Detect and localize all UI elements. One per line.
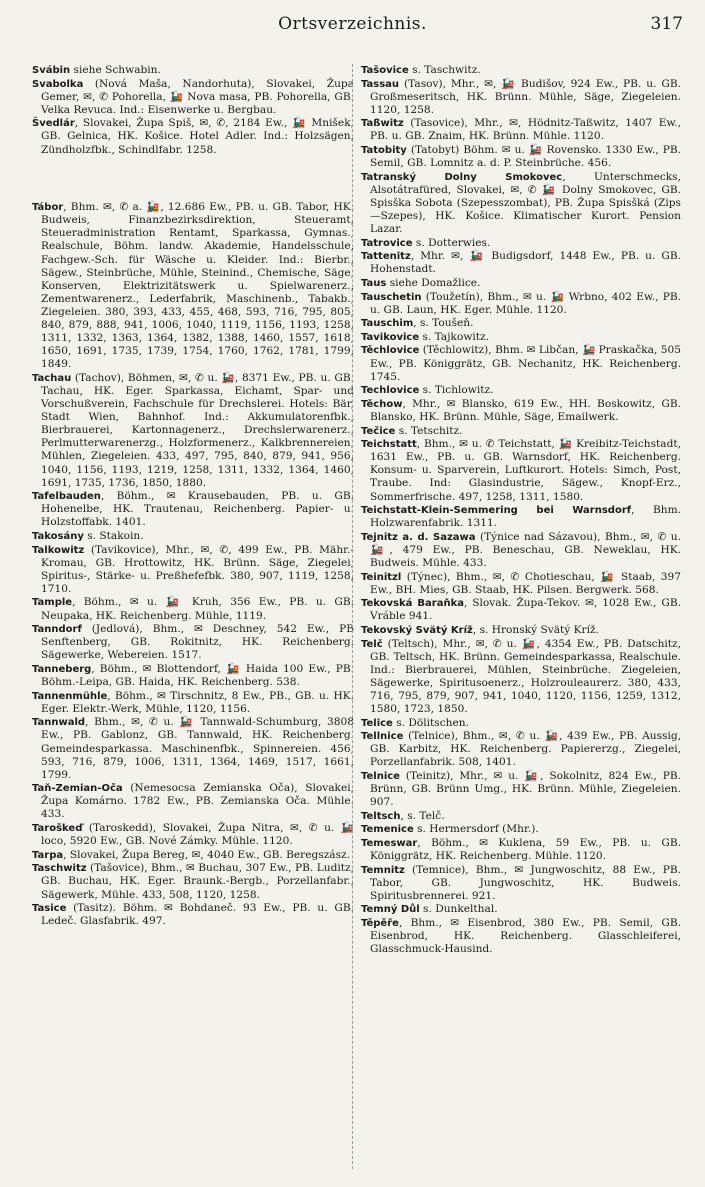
index-entry <box>32 623 354 662</box>
blank-gap <box>32 157 354 201</box>
entry-headword: Tafelbauden <box>32 491 101 503</box>
entry-headword: Telnice <box>361 770 400 782</box>
entry-headword: Tekovský Svätý Kríž <box>361 624 473 636</box>
left-column <box>32 64 354 1174</box>
entry-text: , Mhr. ✉, 🚂 Budigsdorf, 1448 Ew., PB. u. GB. Hohenstadt. <box>370 250 681 276</box>
entry-text: s. Dotterwies. <box>412 236 491 249</box>
entry-text: (Teltsch), Mhr., ✉, ✆ u. 🚂, 4354 Ew., PB. Datschitz, GB. Teltsch, HK. Brünn. Gemeindesparkassa, Realschule. Ind.: Bierbrauerei, Mühlen, Steinbrüche. Ziegeleien, Sägewerke, Spiritusoenerz., Holzrouleaurerz. 380, 433, 716, 795, 879, 907, 941, 1040, 1120, 1156, 1259, 1312, 1580, 1723, 1850. <box>370 637 681 715</box>
index-entry <box>361 810 681 823</box>
index-entry <box>32 64 354 77</box>
entry-headword: Svabolka <box>32 78 84 90</box>
entry-headword: Temnitz <box>361 864 405 876</box>
entry-text: (Tasovice), Mhr., ✉, Hödnitz-Taßwitz, 1407 Ew., PB. u. GB. Znaim, HK. Brünn. Mühle. 1120. <box>370 117 681 143</box>
entry-headword: Tattenitz <box>361 251 411 263</box>
index-entry <box>32 849 354 862</box>
page-title: Ortsverzeichnis. <box>278 14 427 34</box>
entry-text: s. Dölitschen. <box>392 716 469 729</box>
entry-text: s. Tetschitz. <box>395 424 463 437</box>
entry-headword: Tavikovice <box>361 331 420 343</box>
entry-headword: Techlovice <box>361 385 420 397</box>
index-entry <box>361 117 681 143</box>
entry-text: s. Tichlowitz. <box>419 384 494 397</box>
entry-headword: Taň-Zemian-Oča <box>32 783 123 795</box>
entry-headword: Tatrovice <box>361 237 413 249</box>
index-entry <box>32 544 354 596</box>
entry-headword: Tachau <box>32 372 72 384</box>
entry-text: (Nemesocsa Zemianska Oča), Slovakei, Župa Komárno. 1782 Ew., PB. Zemianska Oča. Mühle. 433. <box>41 782 354 821</box>
entry-text: , Böhm., ✉ Kuklena, 59 Ew., PB. u. GB. Königgrätz, HK. Reichenberg. Mühle. 1120. <box>370 836 681 863</box>
entry-headword: Tauschim <box>361 318 414 330</box>
entry-text: , s. Telč. <box>400 809 445 822</box>
entry-headword: Tassau <box>361 78 400 90</box>
entry-text: (Toužetín), Bhm., ✉ u. 🚂 Wrbno, 402 Ew., PB. u. GB. Laun, HK. Eger. Mühle. 1120. <box>370 290 681 316</box>
entry-headword: Telice <box>361 717 393 729</box>
entry-text: (Temnice), Bhm., ✉ Jungwoschitz, 88 Ew., PB. Tabor, GB. Jungwoschitz, HK. Budweis. Spiritusbrennerei. 921. <box>370 863 681 902</box>
index-entry <box>361 78 681 117</box>
entry-headword: Teichstatt <box>361 439 417 451</box>
index-entry <box>361 864 681 903</box>
index-entry <box>32 716 354 781</box>
entry-text: , Böhm., ✉ u. 🚂 Kruh, 356 Ew., PB. u. GB. Neupaka, HK. Reichenberg. Mühle, 1119. <box>41 596 354 622</box>
entry-headword: Temný Důl <box>361 904 420 916</box>
entry-text: , Böhm., ✉ Tirschnitz, 8 Ew., PB., GB. u. HK. Eger. Elektr.-Werk, Mühle, 1120, 1156. <box>41 689 354 715</box>
entry-headword: Telč <box>361 638 383 650</box>
entry-text: (Telnice), Bhm., ✉, ✆ u. 🚂, 439 Ew., PB. Aussig, GB. Karbitz, HK. Reichenberg. Papiererzg., Ziegelei, Porzellanfabrik. 508, 1401. <box>370 730 681 769</box>
entry-text: (Týnec), Bhm., ✉, ✆ Chotieschau, 🚂 Staab, 397 Ew., BH. Mies, GB. Staab, HK. Pilsen. Bergwerk. 568. <box>370 570 681 596</box>
entry-headword: Temenice <box>361 824 414 836</box>
index-entry <box>361 171 681 236</box>
entry-headword: Těchow <box>361 398 403 410</box>
index-entry <box>32 490 354 529</box>
entry-text: (Tasitz). Böhm. ✉ Bohdaneč. 93 Ew., PB. u. GB. Ledeč. Glasfabrik. 497. <box>41 902 354 928</box>
index-entry <box>361 624 681 637</box>
entry-headword: Takosány <box>32 531 84 542</box>
entry-text: s. Hermersdorf (Mhr.). <box>413 823 539 836</box>
entry-text: , Unterschmecks, Alsotátrafüred, Slovakei, ✉, ✆ 🚂 Dolny Smokovec, GB. Spisška Sobota (Szepesszombat), PB. Župa Spisšká (Zips—Szepes), HK. Košice. Klimatischer Kurort. Pension Lazar. <box>370 170 681 236</box>
index-entry <box>361 398 681 424</box>
entry-headword: Těchlovice <box>361 345 420 357</box>
entry-headword: Tanneberg <box>32 663 92 675</box>
entry-text: , Bhm., ✉, ✆ u. 🚂 Tannwald-Schumburg, 3808 Ew., PB. Gablonz, GB. Tannwald, HK. Reichenberg. Gemeindesparkassa. Maschinenfbk., Spinnereien. 456, 593, 716, 879, 1006, 1311, 1364, 1469, 1517, 1661, 1799. <box>41 716 354 781</box>
index-entry <box>361 277 681 290</box>
entry-headword: Teltsch <box>361 810 401 822</box>
entry-headword: Talkowitz <box>32 544 85 556</box>
entry-headword: Svábin <box>32 65 71 76</box>
entry-text: , s. Toušeň. <box>413 317 474 330</box>
entry-text: (Teinitz), Mhr., ✉ u. 🚂, Sokolnitz, 824 Ew., PB. Brünn, GB. Brünn Umg., HK. Brünn. Mühle, Ziegeleien. 907. <box>370 769 681 809</box>
entry-headword: Tannwald <box>32 717 86 729</box>
entry-text: s. Taschwitz. <box>408 64 481 76</box>
index-entry <box>361 531 681 570</box>
index-entry <box>361 837 681 863</box>
index-entry <box>361 250 681 276</box>
index-entry <box>32 902 354 928</box>
index-entry <box>361 571 681 597</box>
entry-headword: Švedlár <box>32 118 75 130</box>
index-entry <box>361 438 681 503</box>
index-entry <box>32 822 354 848</box>
entry-headword: Taschwitz <box>32 863 87 875</box>
index-entry <box>32 530 354 543</box>
entry-headword: Tanndorf <box>32 624 82 636</box>
entry-text: , Mhr., ✉ Blansko, 619 Ew., HH. Boskowitz, GB. Blansko, HK. Brünn. Mühle, Säge, Emailwerk. <box>370 397 681 423</box>
index-entry <box>361 317 681 330</box>
entry-text: s. Stakoin. <box>83 530 144 542</box>
entry-headword: Teichstatt-Klein-Semmering bei Warnsdorf <box>361 505 632 517</box>
entry-text: siehe Schwabin. <box>70 64 161 76</box>
entry-headword: Teinitzl <box>361 571 402 583</box>
entry-headword: Taus <box>361 278 387 289</box>
index-entry <box>32 690 354 716</box>
entry-headword: Taßwitz <box>361 118 404 130</box>
page-number: 317 <box>650 14 683 34</box>
entry-headword: Těpěře <box>361 918 399 929</box>
entry-text: , s. Hronský Svätý Kríž. <box>472 623 599 636</box>
entry-text: (Tavikovice), Mhr., ✉, ✆, 499 Ew., PB. Mähr.-Kromau, GB. Hrottowitz, HK. Brünn. Säge, Ziegelei, Spiritus-, Stärke- u. Preßhefefbk. 380, 907, 1119, 1258, 1710. <box>41 543 354 595</box>
entry-text: (Tachov), Böhmen, ✉, ✆ u. 🚂, 8371 Ew., PB. u. GB. Tachau, HK. Eger. Sparkassa, Eichamt, Spar- und Vorschußverein, Fachschule für Drechslerei. Hotels: Bär, Stadt Wien, Bahnhof. Ind.: Akkumulatorenfbk., Bierbrauerei, Kartonnagenerz., Drechslerwarenerz., Perlmutterwarenerzg., Holzformenerz., Kalkbrennereien, Mühlen, Ziegeleien. 433, 497, 795, 840, 879, 941, 956, 1040, 1156, 1193, 1219, 1258, 1311, 1332, 1364, 1460, 1691, 1735, 1736, 1850, 1880. <box>41 371 354 489</box>
entry-text: (Tatobyt) Böhm. ✉ u. 🚂 Rovensko. 1330 Ew., PB. Semil, GB. Lomnitz a. d. P. Steinbrüche. 456. <box>370 144 681 170</box>
entry-text: , Bhm. ✉, ✆ a. 🚂, 12.686 Ew., PB. u. GB. Tabor, HK. Budweis, Finanzbezirksdirektion, Steueramt, Steueradministration Rentamt, Sparkassa, Gymnas., Realschule, Böhm. landw. Akademie, Handelsschule, Fachgew.-Sch. für Wäsche u. Kleider. Ind.: Bierbr., Sägew., Steinbrüche, Mühle, Steinind., Chemische, Säge, Konserven, Elektrizitätswerk u. Spielwarenerz., Zementwarenerz., Lederfabrik, Maschinenb., Tabakb., Ziegeleien. 380, 393, 433, 455, 468, 593, 716, 795, 805, 840, 879, 888, 941, 1006, 1040, 1119, 1156, 1193, 1258, 1311, 1332, 1363, 1364, 1382, 1388, 1460, 1557, 1618, 1650, 1691, 1735, 1739, 1754, 1760, 1762, 1781, 1799, 1849. <box>41 201 354 371</box>
entry-headword: Tašovice <box>361 65 409 76</box>
index-entry <box>32 596 354 622</box>
entry-text: (Jedlová), Bhm., ✉ Deschney, 542 Ew., PB Senftenberg, GB. Rokitnitz, HK. Reichenberg. Sägewerke, Webereien. 1517. <box>41 623 354 662</box>
index-entry <box>361 331 681 344</box>
entry-headword: Tample <box>32 597 73 609</box>
entry-text: , Bhm., ✉ u. ✆ Teichstatt, 🚂 Kreibitz-Teichstadt, 1631 Ew., PB. u. GB. Warnsdorf, HK. Reichenberg. Konsum- u. Sparverein, Luftkurort. Hotels: Simch, Post, Traube. Ind: Glasindustrie, Sägew., Knopf-Erz., Sommerfrische. 497, 1258, 1311, 1580. <box>370 438 681 503</box>
index-entry <box>361 425 681 438</box>
index-entry <box>361 504 681 530</box>
index-entry <box>32 201 354 371</box>
entry-text: (Týnice nad Sázavou), Bhm., ✉, ✆ u. 🚂, 479 Ew., PB. Beneschau, GB. Neweklau, HK. Budweis. Mühle. 433. <box>370 530 681 569</box>
entry-headword: Tečice <box>361 425 396 437</box>
index-entry <box>361 291 681 317</box>
entry-headword: Tauschetin <box>361 291 422 303</box>
index-entry <box>361 823 681 836</box>
index-entry <box>361 730 681 769</box>
entry-text: (Tašovice), Bhm., ✉ Buchau, 307 Ew., PB. Luditz, GB. Buchau, HK. Eger. Braunk.-Bergb., Porzellanfabr., Sägewerk, Mühle. 433, 508, 1120, 1258. <box>41 862 354 901</box>
entry-headword: Tarpa <box>32 849 64 861</box>
entry-headword: Temeswar <box>361 837 418 849</box>
index-entry <box>361 770 681 809</box>
index-entry <box>361 144 681 170</box>
entry-text: , Böhm., ✉ Blottendorf, 🚂 Haida 100 Ew., PB. Böhm.-Leipa, GB. Haida, HK. Reichenberg. 538. <box>41 662 354 689</box>
entry-text: (Taroskedd), Slovakei, Župa Nitra, ✉, ✆ u. 🚂 loco, 5920 Ew., GB. Nové Zámky. Mühle. 1120. <box>41 822 354 848</box>
entry-headword: Tejnitz a. d. Sazawa <box>361 531 476 543</box>
entry-text: , Slovakei, Župa Spiš, ✉, ✆, 2184 Ew., 🚂 Mnišek, GB. Gelnica, HK. Košice. Hotel Adler. Ind.: Holzsägen, Zündholzfbk., Schindlfabr. 1258. <box>41 117 354 156</box>
entry-text: s. Tajkowitz. <box>419 330 489 343</box>
entry-headword: Tasice <box>32 903 67 915</box>
index-entry <box>361 64 681 77</box>
entry-text: (Nová Maša, Nandorhuta), Slovakei, Župa Gemer, ✉, ✆ Pohorella, 🚂 Nova masa, PB. Pohorella, GB. Velka Revuca. Ind.: Eisenwerke u. Bergbau. <box>41 77 354 116</box>
index-entry <box>32 862 354 901</box>
index-entry <box>361 237 681 250</box>
entry-text: (Tasov), Mhr., ✉, 🚂 Budišov, 924 Ew., PB. u. GB. Großmeseritsch, HK. Brünn. Mühle, Säge, Ziegeleien. 1120, 1258. <box>370 77 681 116</box>
entry-text: , Bhm. Holzwarenfabrik. 1311. <box>370 504 681 530</box>
index-entry <box>361 384 681 397</box>
index-entry <box>32 372 354 490</box>
index-entry <box>361 597 681 623</box>
index-entry <box>32 663 354 689</box>
index-entry <box>32 117 354 156</box>
index-entry <box>361 903 681 916</box>
right-column <box>361 64 681 1174</box>
entry-headword: Tatobity <box>361 145 407 157</box>
entry-text: , Slovak. Župa-Tekov. ✉, 1028 Ew., GB. Vráble 941. <box>370 597 681 623</box>
entry-text: (Těchlowitz), Bhm. ✉ Libčan, 🚂 Praskačka, 505 Ew., PB. Königgrätz, GB. Nechanitz, HK. Reichenberg. 1745. <box>370 344 681 383</box>
entry-text: , Bhm., ✉ Eisenbrod, 380 Ew., PB. Semil, GB. Eisenbrod, HK. Reichenberg. Glasschleiferei, Glasschmuck-Hausind. <box>370 917 681 956</box>
entry-headword: Taroškeď <box>32 823 83 835</box>
index-entry <box>361 638 681 717</box>
index-entry <box>32 782 354 821</box>
entry-text: s. Dunkelthal. <box>419 903 498 916</box>
entry-headword: Tekovská Baraňka <box>361 598 464 610</box>
index-entry <box>32 78 354 117</box>
index-entry <box>361 717 681 730</box>
index-entry <box>361 917 681 956</box>
entry-text: , Slovakei, Župa Bereg, ✉, 4040 Ew., GB. Beregszász. <box>63 848 351 861</box>
entry-headword: Tábor <box>32 202 64 214</box>
entry-text: , Böhm., ✉ Krausebauden, PB. u. GB. Hohenelbe, HK. Trautenau, Reichenberg. Papier- u. Holzstoffabk. 1401. <box>41 490 354 529</box>
entry-headword: Tellnice <box>361 731 404 743</box>
entry-text: siehe Domažlice. <box>386 277 481 289</box>
index-entry <box>361 344 681 383</box>
entry-headword: Tatranský Dolny Smokovec <box>361 171 563 183</box>
page-header <box>0 0 705 48</box>
column-divider <box>352 64 353 1169</box>
entry-headword: Tannenmühle <box>32 690 108 702</box>
